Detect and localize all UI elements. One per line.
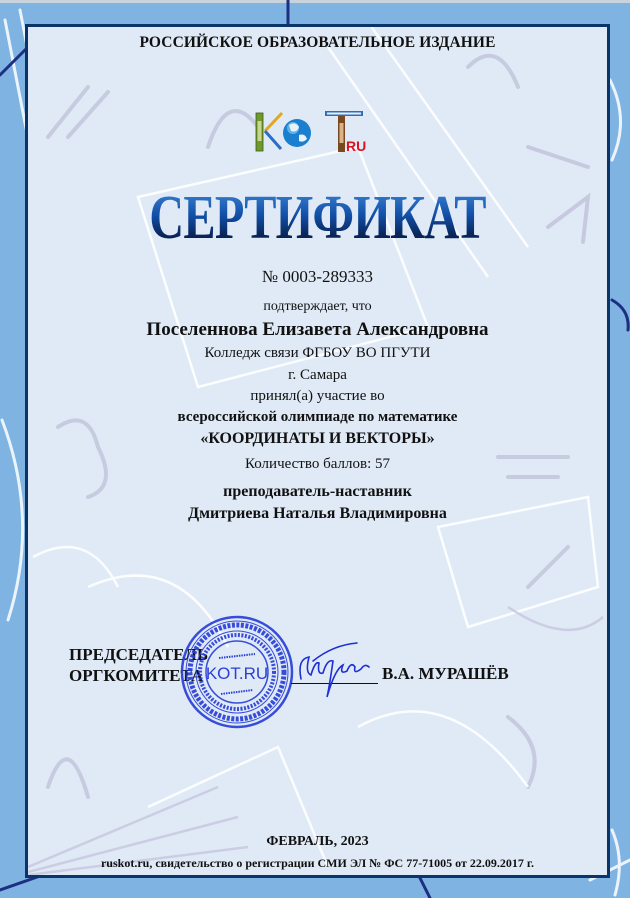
mentor-label: преподаватель-наставник bbox=[223, 483, 412, 500]
issue-date: ФЕВРАЛЬ, 2023 bbox=[266, 834, 369, 849]
score: Количество баллов: 57 bbox=[245, 456, 390, 472]
certificate-panel bbox=[25, 24, 610, 878]
recipient-name: Поселеннова Елизавета Александровна bbox=[146, 319, 489, 340]
certificate-title: СЕРТИФИКАТ bbox=[92, 187, 544, 249]
certificate-number: № 0003-289333 bbox=[261, 267, 374, 286]
globe-icon bbox=[283, 119, 311, 147]
stamp-center-text: KOT.RU bbox=[205, 664, 269, 683]
chair-title-line2: ОРГКОМИТЕТА bbox=[69, 666, 204, 685]
registration-footer: ruskot.ru, свидетельство о регистрации СМИ ЭЛ № ФС 77-71005 от 22.09.2017 г. bbox=[100, 856, 535, 870]
pencil-icon bbox=[265, 113, 282, 149]
signature-icon bbox=[293, 639, 373, 701]
official-stamp-icon bbox=[179, 614, 295, 730]
chair-title-line1: ПРЕДСЕДАТЕЛЬ bbox=[69, 645, 209, 664]
event-name: всероссийской олимпиаде по математике bbox=[177, 409, 458, 425]
participation-text: принял(а) участие во bbox=[250, 388, 385, 404]
organization: Колледж связи ФГБОУ ВО ПГУТИ bbox=[204, 345, 431, 361]
publisher-header: РОССИЙСКОЕ ОБРАЗОВАТЕЛЬНОЕ ИЗДАНИЕ bbox=[139, 34, 496, 51]
book-k-icon bbox=[256, 113, 263, 151]
certificate-content bbox=[28, 27, 607, 875]
confirms-text: подтверждает, что bbox=[263, 299, 372, 314]
signer-name: В.А. МУРАШЁВ bbox=[382, 664, 509, 683]
kot-logo bbox=[253, 107, 373, 157]
logo-ru-text: RU bbox=[346, 138, 367, 154]
city: г. Самара bbox=[288, 367, 347, 383]
mentor-name: Дмитриева Наталья Владимировна bbox=[188, 505, 447, 522]
event-topic: «КООРДИНАТЫ И ВЕКТОРЫ» bbox=[200, 430, 435, 447]
